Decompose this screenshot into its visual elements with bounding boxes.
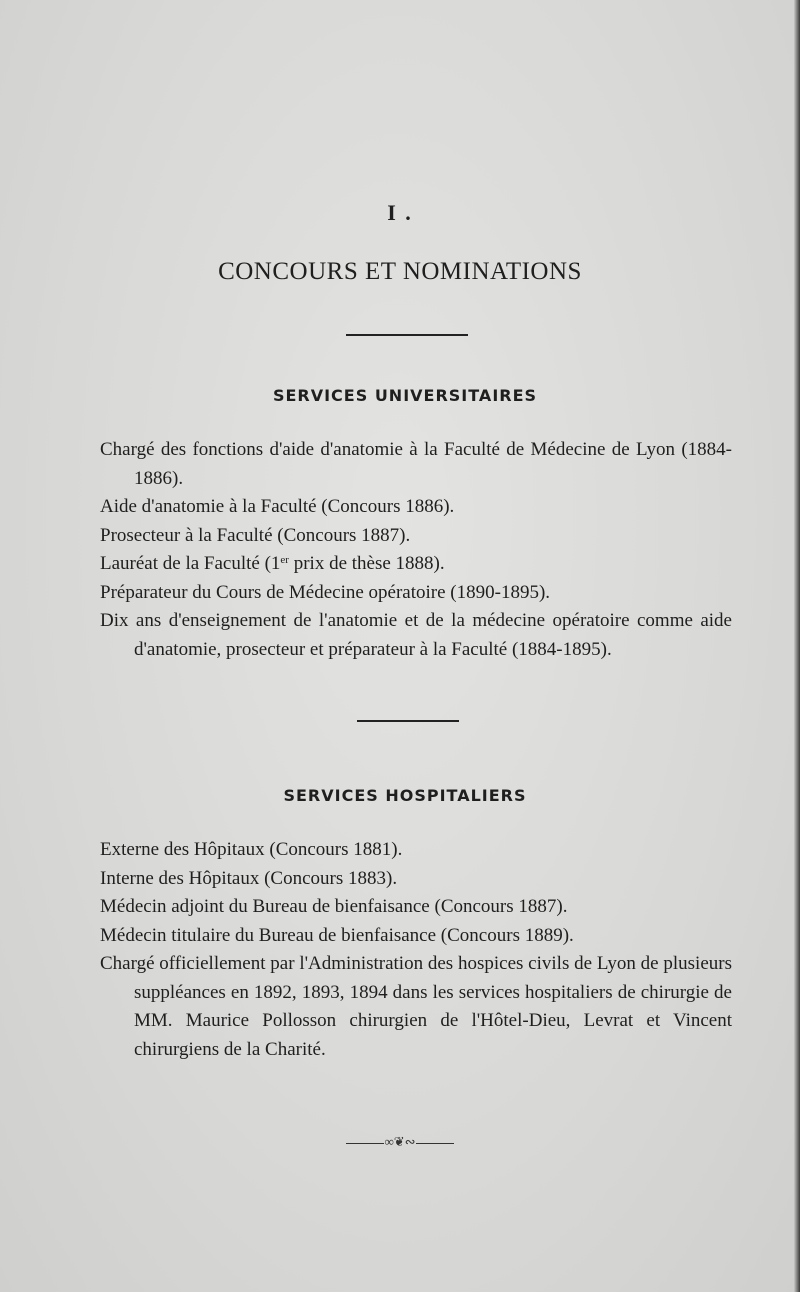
list-item: Préparateur du Cours de Médecine opératoire (1890-1895). — [100, 581, 551, 603]
end-ornament — [0, 1134, 800, 1150]
list-item: Dix ans d'enseignement de l'anatomie et de la médecine opératoire comme aide d'anatomie, prosecteur et préparateur à la Faculté (1884-1895). — [100, 610, 732, 660]
list-item: Médecin adjoint du Bureau de bienfaisance (Concours 1887). — [100, 896, 568, 917]
ornament-line-right — [416, 1143, 454, 1144]
universitaires-list — [0, 436, 800, 664]
list-item: Interne des Hôpitaux (Concours 1883). — [100, 867, 398, 889]
laureat-superscript: er — [280, 554, 289, 566]
list-item: Chargé officiellement par l'Administration des hospices civils de Lyon de plusieurs suppléances en 1892, 1893, 1894 dans les services hospitaliers de chirurgie de MM. Maurice Pollosson chirurgien de l'Hôtel-Dieu, Levrat et Vincent chirurgiens de la Charité. — [100, 953, 732, 1060]
list-item: Médecin titulaire du Bureau de bienfaisance (Concours 1889). — [100, 924, 574, 946]
title-divider — [346, 334, 468, 336]
section-heading-hospitaliers: SERVICES HOSPITALIERS — [283, 786, 527, 805]
ornament-glyph: ∞❦∾ — [384, 1134, 416, 1149]
list-item: Externe des Hôpitaux (Concours 1881). — [100, 839, 403, 860]
chapter-title: CONCOURS ET NOMINATIONS — [218, 258, 582, 285]
laureat-text-before: Lauréat de la Faculté (1 — [100, 553, 281, 574]
section-heading-universitaires: SERVICES UNIVERSITAIRES — [272, 386, 538, 405]
ornament-line-left — [346, 1143, 384, 1144]
list-item: Aide d'anatomie à la Faculté (Concours 1886). — [100, 496, 455, 517]
list-item: Chargé des fonctions d'aide d'anatomie à la Faculté de Médecine de Lyon (1884-1886). — [100, 439, 732, 489]
list-item: Prosecteur à la Faculté (Concours 1887). — [100, 524, 411, 546]
section-divider — [357, 720, 459, 722]
chapter-numeral: I . — [387, 200, 413, 225]
list-item-laureat — [0, 550, 800, 579]
laureat-text-after: prix de thèse 1888). — [288, 553, 445, 574]
hospitaliers-list — [0, 836, 800, 1064]
